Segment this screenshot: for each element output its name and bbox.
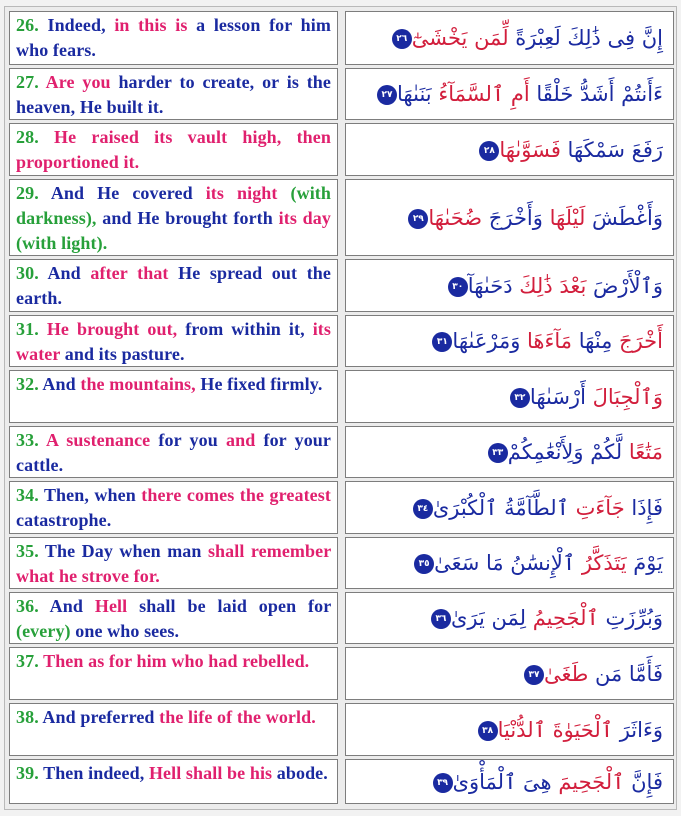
arabic-segment: دَحَىٰهَآ: [467, 273, 513, 298]
english-translation-text: [10, 12, 337, 63]
arabic-verse-text: [444, 271, 663, 301]
arabic-segment: فَسَوَّىٰهَا: [499, 137, 561, 162]
arabic-verse-cell: [345, 370, 674, 423]
translation-segment: for you: [158, 430, 226, 450]
verse-number: 29.: [16, 183, 39, 203]
arabic-segment: لِمَن يَرَىٰ: [450, 606, 527, 630]
english-translation-cell: [9, 537, 338, 589]
arabic-segment: جَآءَتِ: [568, 495, 625, 520]
ayah-end-marker-icon: ٣٤: [413, 499, 433, 519]
arabic-segment: وَأَخْرَجَ: [482, 205, 543, 230]
translation-segment: And: [47, 263, 91, 283]
ayah-end-marker-icon: ٣٨: [478, 721, 498, 741]
arabic-verse-text: [409, 493, 663, 523]
english-translation-cell: [9, 259, 338, 312]
arabic-segment: إِنَّ فِى ذَٰلِكَ لَعِبْرَةً: [508, 26, 663, 50]
arabic-segment: ءَأَنتُمْ أَشَدُّ خَلْقًا: [529, 82, 663, 106]
verse-row: [9, 703, 674, 756]
arabic-segment: ضُحَىٰهَا: [428, 205, 483, 230]
translation-segment: Are you: [45, 72, 119, 92]
english-translation-text: [10, 538, 337, 589]
verse-number: 38.: [16, 707, 39, 727]
arabic-segment: وَبُرِّزَتِ: [598, 606, 663, 630]
arabic-segment: فَأَمَّا مَن: [588, 661, 663, 686]
verse-row: [9, 11, 674, 65]
arabic-segment: رَفَعَ سَمْكَهَا: [560, 137, 663, 162]
translation-segment: there comes the greatest: [141, 485, 336, 505]
translation-segment: He fixed firmly.: [200, 374, 323, 394]
ayah-end-marker-icon: ٣٩: [433, 773, 453, 793]
arabic-segment: مَتَٰعًا: [622, 440, 663, 464]
arabic-segment: ٱلْحَيَوٰةَ ٱلدُّنْيَا: [497, 717, 614, 742]
ayah-end-marker-icon: ٢٧: [377, 85, 397, 105]
translation-segment: for your cattle.: [16, 430, 336, 475]
verse-row: [9, 179, 674, 256]
translation-segment: the mountains,: [80, 374, 201, 394]
english-translation-cell: [9, 759, 338, 804]
translation-segment: its night: [205, 183, 291, 203]
arabic-segment: وَٱلْأَرْضَ: [586, 273, 663, 298]
translation-segment: what he strove for.: [16, 566, 160, 586]
translation-segment: and: [226, 430, 264, 450]
arabic-segment: فَإِنَّ: [624, 769, 663, 794]
translation-segment: abode.: [276, 763, 328, 783]
arabic-segment: أَرْسَىٰهَا: [529, 384, 586, 409]
arabic-verse-cell: [345, 123, 674, 176]
arabic-segment: طَغَىٰ: [543, 661, 589, 686]
english-translation-cell: [9, 426, 338, 478]
translation-segment: Hell: [94, 596, 140, 616]
translation-segment: Then, when: [43, 485, 142, 505]
translation-segment: The Day when man: [44, 541, 208, 561]
arabic-segment: ٱلْجَحِيمَ: [551, 769, 625, 794]
verse-row: [9, 481, 674, 534]
verse-row: [9, 68, 674, 120]
arabic-verse-text: [475, 135, 663, 165]
verse-number: 33.: [16, 430, 39, 450]
arabic-segment: ٱلْإِنسَٰنُ مَا سَعَىٰ: [434, 551, 576, 575]
translation-segment: And preferred: [42, 707, 160, 727]
arabic-verse-text: [428, 326, 663, 356]
english-translation-cell: [9, 68, 338, 120]
translation-segment: He raised its vault high, then proportioned it.: [16, 127, 336, 172]
english-translation-cell: [9, 179, 338, 256]
verse-number: 32.: [16, 374, 39, 394]
translation-segment: Hell shall be his: [148, 763, 277, 783]
english-translation-text: [10, 316, 337, 367]
english-translation-text: [10, 648, 337, 674]
arabic-segment: بَنَىٰهَا: [397, 82, 432, 106]
translation-segment: He built it.: [79, 97, 164, 117]
arabic-segment: وَمَرْعَىٰهَا: [452, 329, 521, 353]
arabic-segment: مِنْهَا: [572, 329, 613, 353]
english-translation-text: [10, 704, 337, 730]
english-translation-cell: [9, 481, 338, 534]
translation-segment: And He covered: [50, 183, 206, 203]
ayah-end-marker-icon: ٣٢: [510, 388, 530, 408]
translation-segment: He brought out,: [46, 319, 186, 339]
arabic-verse-cell: [345, 647, 674, 700]
arabic-verse-text: [410, 548, 663, 578]
translation-segment: shall be laid open for: [139, 596, 336, 616]
arabic-segment: مَآءَهَا: [520, 329, 573, 353]
translation-segment: shall remember: [207, 541, 336, 561]
arabic-verse-cell: [345, 11, 674, 65]
verse-number: 31.: [16, 319, 39, 339]
translation-segment: catastrophe.: [16, 510, 112, 530]
arabic-verse-cell: [345, 537, 674, 589]
translation-segment: Then as for him who: [43, 651, 209, 671]
english-translation-text: [10, 124, 337, 175]
english-translation-cell: [9, 123, 338, 176]
ayah-end-marker-icon: ٣٠: [448, 277, 468, 297]
english-translation-text: [10, 371, 337, 397]
english-translation-text: [10, 593, 337, 644]
arabic-segment: هِىَ ٱلْمَأْوَىٰ: [452, 769, 552, 794]
arabic-verse-text: [427, 603, 663, 633]
verse-row: [9, 647, 674, 700]
arabic-verse-text: [474, 715, 663, 745]
arabic-segment: أَخْرَجَ: [612, 329, 663, 353]
english-translation-cell: [9, 592, 338, 644]
arabic-segment: لَّكُمْ وَلِأَنْعَٰمِكُمْ: [507, 440, 623, 464]
arabic-verse-cell: [345, 315, 674, 367]
arabic-segment: ٱلطَّآمَّةُ ٱلْكُبْرَىٰ: [432, 495, 569, 520]
english-translation-text: [10, 482, 337, 533]
ayah-end-marker-icon: ٢٦: [392, 29, 412, 49]
arabic-segment: بَعْدَ ذَٰلِكَ: [512, 273, 587, 298]
arabic-verse-text: [388, 23, 663, 53]
ayah-end-marker-icon: ٣٣: [488, 443, 508, 463]
verse-number: 39.: [16, 763, 39, 783]
verse-row: [9, 315, 674, 367]
arabic-verse-text: [429, 767, 663, 797]
arabic-verse-cell: [345, 481, 674, 534]
verse-row: [9, 759, 674, 804]
ayah-end-marker-icon: ٣٥: [414, 554, 434, 574]
ayah-end-marker-icon: ٣٧: [524, 665, 544, 685]
ayah-end-marker-icon: ٢٨: [479, 141, 499, 161]
arabic-segment: وَءَاثَرَ: [613, 717, 663, 742]
ayah-end-marker-icon: ٢٩: [408, 209, 428, 229]
arabic-segment: لِّمَن يَخْشَىٰٓ: [411, 26, 509, 50]
verse-number: 35.: [16, 541, 39, 561]
translation-segment: from within it,: [185, 319, 313, 339]
arabic-verse-text: [373, 79, 663, 109]
arabic-segment: وَأَغْطَشَ: [585, 205, 663, 230]
arabic-segment: أَمِ ٱلسَّمَآءُ: [431, 82, 530, 106]
verse-number: 27.: [16, 72, 39, 92]
arabic-segment: ٱلْجَحِيمُ: [526, 606, 599, 630]
arabic-verse-cell: [345, 68, 674, 120]
verse-row: [9, 426, 674, 478]
translation-segment: Indeed,: [47, 15, 115, 35]
translation-segment: A sustenance: [45, 430, 159, 450]
arabic-segment: فَإِذَا: [624, 495, 663, 520]
verse-number: 34.: [16, 485, 39, 505]
translation-segment: one who sees.: [75, 621, 180, 641]
arabic-segment: لَيْلَهَا: [542, 205, 586, 230]
english-translation-cell: [9, 11, 338, 65]
translation-segment: (with darkness),: [16, 183, 336, 228]
arabic-segment: يَتَذَكَّرُ: [575, 551, 627, 575]
arabic-verse-text: [484, 437, 663, 467]
translation-segment: its water: [16, 319, 336, 364]
translation-segment: (with light).: [16, 233, 108, 253]
translation-segment: Then indeed,: [43, 763, 149, 783]
arabic-verse-text: [520, 659, 663, 689]
english-translation-cell: [9, 647, 338, 700]
verse-table-frame: [4, 6, 677, 810]
translation-segment: And: [49, 596, 95, 616]
ayah-end-marker-icon: ٣٦: [431, 609, 451, 629]
verse-number: 26.: [16, 15, 39, 35]
verse-row: [9, 537, 674, 589]
verse-number: 30.: [16, 263, 39, 283]
ayah-end-marker-icon: ٣١: [432, 332, 452, 352]
translation-segment: a lesson for him who fears.: [16, 15, 336, 60]
translation-segment: its day: [278, 208, 336, 228]
verse-row: [9, 370, 674, 423]
verse-row: [9, 123, 674, 176]
english-translation-text: [10, 760, 337, 786]
translation-segment: after that: [90, 263, 179, 283]
translation-segment: the life of the world.: [159, 707, 316, 727]
english-translation-text: [10, 180, 337, 256]
translation-segment: had rebelled.: [208, 651, 310, 671]
verse-number: 37.: [16, 651, 39, 671]
verse-row: [9, 592, 674, 644]
translation-segment: harder to create, or is the heaven,: [16, 72, 336, 117]
english-translation-text: [10, 260, 337, 311]
arabic-verse-cell: [345, 259, 674, 312]
verse-number: 28.: [16, 127, 39, 147]
verse-row: [9, 259, 674, 312]
english-translation-cell: [9, 703, 338, 756]
arabic-verse-cell: [345, 179, 674, 256]
translation-segment: in this is: [114, 15, 197, 35]
arabic-verse-text: [404, 203, 663, 233]
arabic-verse-text: [506, 382, 663, 412]
translation-segment: He spread out the earth.: [16, 263, 336, 308]
arabic-segment: وَٱلْجِبَالَ: [585, 384, 663, 409]
arabic-segment: يَوْمَ: [626, 551, 663, 575]
english-translation-cell: [9, 370, 338, 423]
arabic-verse-cell: [345, 426, 674, 478]
english-translation-text: [10, 427, 337, 478]
translation-segment: and He brought forth: [102, 208, 279, 228]
arabic-verse-cell: [345, 759, 674, 804]
translation-segment: and its pasture.: [64, 344, 185, 364]
translation-segment: And: [42, 374, 81, 394]
verse-number: 36.: [16, 596, 39, 616]
arabic-verse-cell: [345, 703, 674, 756]
arabic-verse-cell: [345, 592, 674, 644]
translation-segment: (every): [16, 621, 76, 641]
english-translation-text: [10, 69, 337, 120]
english-translation-cell: [9, 315, 338, 367]
